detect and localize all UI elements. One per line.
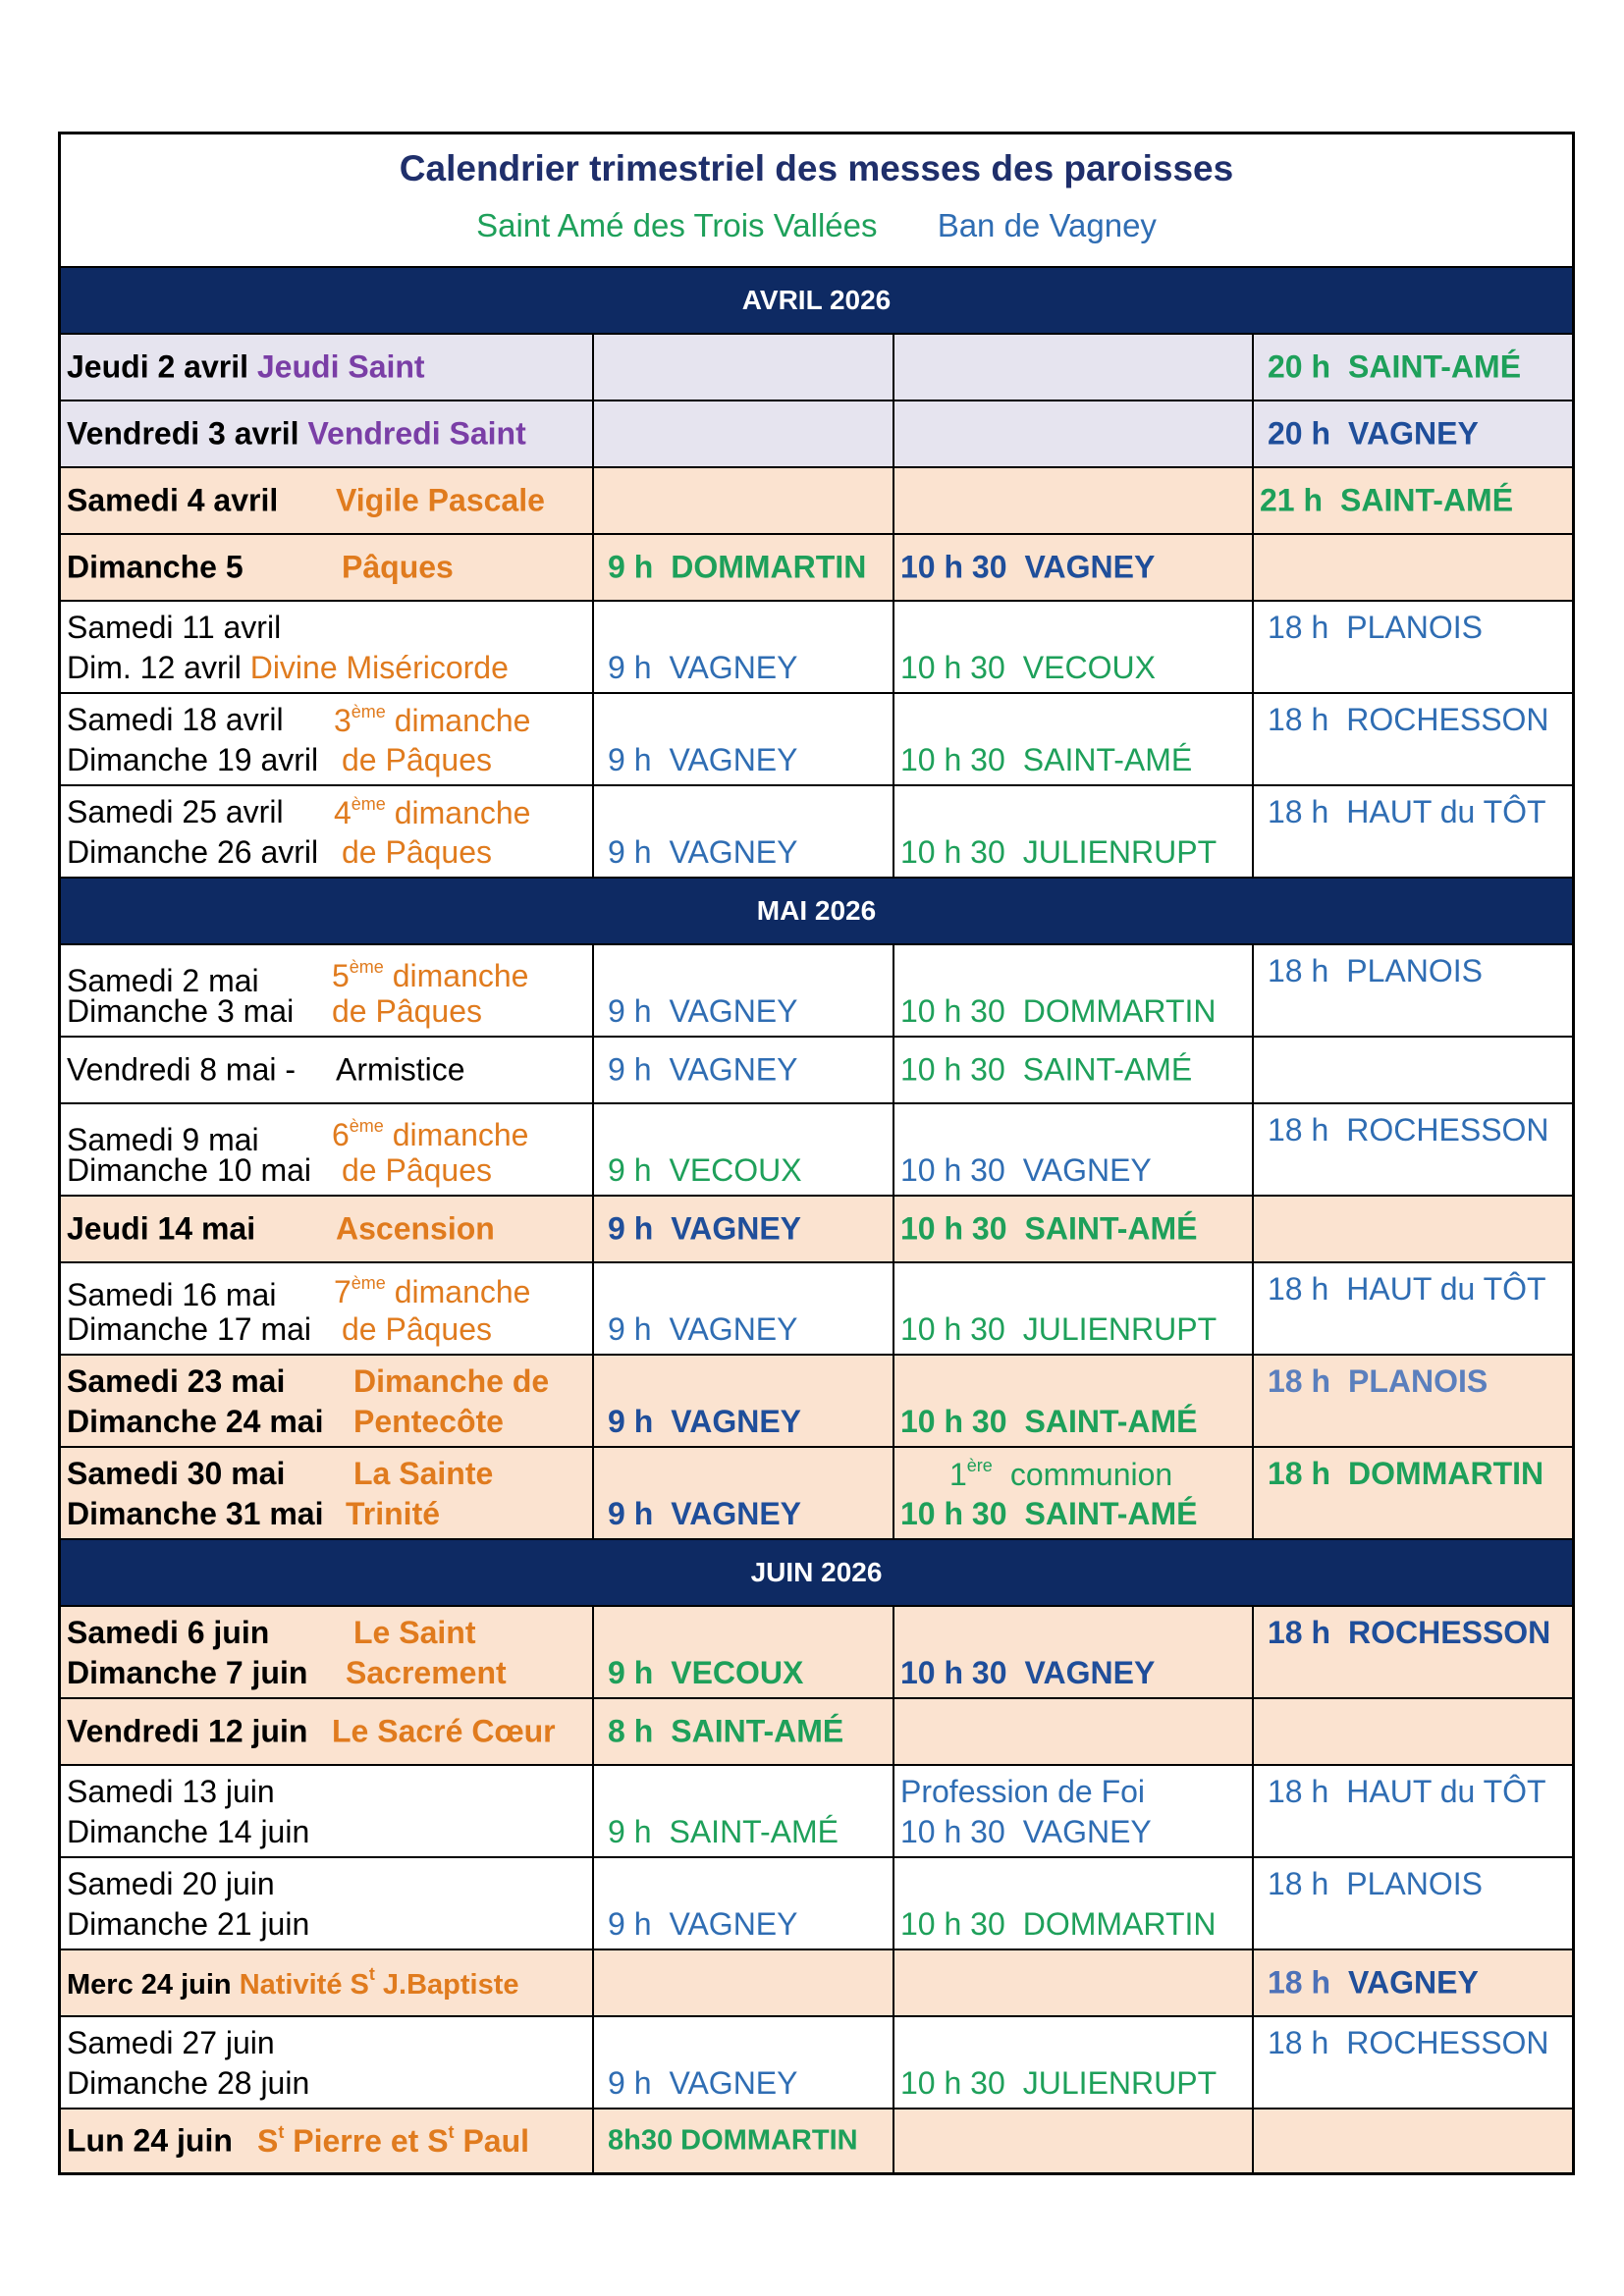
mass-time: 9 h VAGNEY — [608, 1404, 801, 1439]
date-label: Samedi 27 juin — [67, 2025, 275, 2060]
mass-time: 18 h ROCHESSON — [1268, 1112, 1549, 1148]
table-row — [61, 1607, 1572, 1699]
mass-time: 18 h HAUT du TÔT — [1268, 794, 1546, 829]
feast-label: 4ème dimanche — [334, 794, 531, 830]
date-label: Samedi 18 avril — [67, 702, 284, 737]
date-label: Jeudi 14 mai — [67, 1210, 256, 1247]
mass-time: 10 h 30 VAGNEY — [900, 1152, 1152, 1188]
feast-label: Sacrement — [346, 1655, 507, 1690]
date-label: Samedi 2 mai — [67, 963, 259, 998]
mass-time: 20 h VAGNEY — [1268, 415, 1479, 452]
mass-time: 10 h 30 VECOUX — [900, 650, 1156, 685]
mass-time: 18 h PLANOIS — [1268, 610, 1483, 645]
calendar-table — [58, 132, 1575, 2175]
table-row — [61, 2109, 1572, 2172]
mass-time: 9 h VAGNEY — [608, 2065, 798, 2101]
mass-time: 10 h 30 VAGNEY — [900, 1814, 1152, 1849]
mass-time: 10 h 30 VAGNEY — [900, 1655, 1156, 1690]
date-label: Samedi 20 juin — [67, 1866, 275, 1901]
mass-time: 18 h VAGNEY — [1268, 1964, 1479, 2001]
subtitle — [61, 197, 1572, 244]
date-label: Dimanche 19 avril — [67, 742, 319, 777]
table-row — [61, 1448, 1572, 1540]
date-label: Dimanche 31 mai — [67, 1496, 324, 1531]
date-label: Dimanche 28 juin — [67, 2065, 310, 2101]
date-label: Samedi 23 mai — [67, 1363, 286, 1399]
feast-label: 7ème dimanche — [334, 1273, 531, 1309]
date-label: Dimanche 21 juin — [67, 1906, 310, 1942]
date-label: Dimanche 24 mai — [67, 1404, 324, 1439]
date-label: Dimanche 17 mai — [67, 1311, 311, 1347]
table-row — [61, 1766, 1572, 1858]
feast-label: Le Saint — [353, 1615, 476, 1650]
mass-time: 10 h 30 DOMMARTIN — [900, 1906, 1217, 1942]
mass-time: 18 h DOMMARTIN — [1268, 1456, 1544, 1491]
date-label: Samedi 13 juin — [67, 1774, 275, 1809]
feast-label: de Pâques — [342, 1311, 493, 1347]
mass-time: 10 h 30 VAGNEY — [900, 549, 1156, 585]
table-row — [61, 2017, 1572, 2109]
mass-time: 9 h VAGNEY — [608, 1051, 798, 1088]
mass-time: 18 h HAUT du TÔT — [1268, 1774, 1546, 1809]
date-label: Dimanche 14 juin — [67, 1814, 310, 1849]
table-row — [61, 1197, 1572, 1263]
mass-time: 8h30 DOMMARTIN — [608, 2124, 858, 2157]
feast-label: 3ème dimanche — [334, 702, 531, 738]
communion-note: 1ère communion — [949, 1456, 1173, 1492]
table-row — [61, 1950, 1572, 2017]
feast-label: Pâques — [342, 549, 454, 585]
mass-time: 10 h 30 SAINT-AMÉ — [900, 1051, 1193, 1088]
mass-time: 9 h VAGNEY — [608, 1311, 798, 1347]
mass-time: 9 h VAGNEY — [608, 834, 798, 870]
mass-time: 10 h 30 SAINT-AMÉ — [900, 1496, 1198, 1531]
mass-time: 8 h SAINT-AMÉ — [608, 1713, 844, 1749]
mass-time: 9 h VAGNEY — [608, 742, 798, 777]
mass-time: 10 h 30 SAINT-AMÉ — [900, 1210, 1198, 1247]
feast-label: de Pâques — [342, 1152, 493, 1188]
table-row — [61, 401, 1572, 468]
date-label: Vendredi 8 mai - — [67, 1051, 297, 1088]
feast-label: Armistice — [336, 1051, 465, 1088]
date-label: Samedi 9 mai — [67, 1122, 259, 1157]
date-label: Vendredi 12 juin — [67, 1713, 308, 1749]
date-label: Samedi 30 mai — [67, 1456, 286, 1491]
table-row — [61, 945, 1572, 1038]
date-label: Merc 24 juin Nativité $S^t$ J.Baptiste — [67, 1964, 519, 2001]
table-row — [61, 786, 1572, 879]
date-label: Jeudi 2 avril Jeudi Saint — [67, 348, 425, 385]
date-label: Dimanche 3 mai — [67, 993, 295, 1029]
date-label: Samedi 6 juin — [67, 1615, 270, 1650]
parish-saint-ame: Saint Amé des Trois Vallées — [476, 207, 878, 243]
title-block — [61, 134, 1572, 268]
mass-time: 18 h ROCHESSON — [1268, 702, 1549, 737]
mass-time: 9 h DOMMARTIN — [608, 549, 867, 585]
mass-time: 21 h SAINT-AMÉ — [1260, 482, 1514, 518]
table-row — [61, 694, 1572, 786]
mass-time: 10 h 30 JULIENRUPT — [900, 834, 1218, 870]
feast-label: Le Sacré Cœur — [332, 1713, 556, 1749]
page-title: Calendrier trimestriel des messes des paroisses — [399, 148, 1234, 188]
month-header-avril: AVRIL 2026 — [61, 268, 1572, 335]
table-row — [61, 1263, 1572, 1356]
mass-time: 10 h 30 SAINT-AMÉ — [900, 742, 1193, 777]
feast-label: La Sainte — [353, 1456, 494, 1491]
mass-time: 18 h PLANOIS — [1268, 1363, 1489, 1399]
feast-label: 6ème dimanche — [332, 1116, 529, 1152]
mass-time: 10 h 30 DOMMARTIN — [900, 993, 1217, 1029]
date-label: Samedi 11 avril — [67, 610, 282, 645]
month-header-juin: JUIN 2026 — [61, 1540, 1572, 1607]
month-header-mai: MAI 2026 — [61, 879, 1572, 945]
date-label: Dimanche 10 mai — [67, 1152, 311, 1188]
date-label: Lun 24 juin — [67, 2122, 233, 2159]
mass-time: 9 h SAINT-AMÉ — [608, 1814, 839, 1849]
mass-time: 18 h PLANOIS — [1268, 953, 1483, 988]
table-row — [61, 1104, 1572, 1197]
table-row — [61, 335, 1572, 401]
date-label: Dimanche 7 juin — [67, 1655, 308, 1690]
feast-label: Vigile Pascale — [336, 482, 545, 518]
feast-label: de Pâques — [342, 742, 493, 777]
mass-time: 9 h VAGNEY — [608, 993, 798, 1029]
table-row — [61, 1699, 1572, 1766]
date-label: Samedi 4 avril — [67, 482, 279, 518]
parish-ban-de-vagney: Ban de Vagney — [937, 207, 1157, 243]
feast-label: Ascension — [336, 1210, 495, 1247]
table-row — [61, 1356, 1572, 1448]
mass-time: 18 h ROCHESSON — [1268, 1615, 1551, 1650]
feast-label: de Pâques — [342, 834, 493, 870]
table-row — [61, 1038, 1572, 1104]
table-row — [61, 602, 1572, 694]
date-label: Dimanche 5 — [67, 549, 244, 585]
date-label: Samedi 16 mai — [67, 1277, 277, 1312]
mass-time: 10 h 30 SAINT-AMÉ — [900, 1404, 1198, 1439]
mass-time: 18 h HAUT du TÔT — [1268, 1271, 1546, 1307]
mass-time: 9 h VECOUX — [608, 1655, 804, 1690]
feast-label: Dimanche de — [353, 1363, 550, 1399]
mass-time: 9 h VECOUX — [608, 1152, 802, 1188]
feast-label: Trinité — [346, 1496, 441, 1531]
mass-time: 10 h 30 JULIENRUPT — [900, 1311, 1218, 1347]
date-label: Samedi 25 avril — [67, 794, 284, 829]
date-label: Vendredi 3 avril Vendredi Saint — [67, 415, 526, 452]
feast-label: 5ème dimanche — [332, 957, 529, 993]
mass-time: 18 h ROCHESSON — [1268, 2025, 1549, 2060]
table-row — [61, 468, 1572, 535]
feast-label: de Pâques — [332, 993, 483, 1029]
mass-time: 18 h PLANOIS — [1268, 1866, 1483, 1901]
date-label: Dimanche 26 avril — [67, 834, 319, 870]
date-label: Dim. 12 avril Divine Miséricorde — [67, 650, 509, 685]
mass-time: 9 h VAGNEY — [608, 1906, 798, 1942]
table-row — [61, 1858, 1572, 1950]
feast-label: $S^t$ Pierre et $S^t$ Paul — [257, 2122, 530, 2159]
feast-label: Pentecôte — [353, 1404, 504, 1439]
table-row — [61, 535, 1572, 602]
mass-time: 9 h VAGNEY — [608, 1210, 801, 1247]
mass-time: 9 h VAGNEY — [608, 1496, 801, 1531]
profession-note: Profession de Foi — [900, 1774, 1146, 1809]
mass-time: 20 h SAINT-AMÉ — [1268, 348, 1522, 385]
mass-time: 10 h 30 JULIENRUPT — [900, 2065, 1218, 2101]
mass-time: 9 h VAGNEY — [608, 650, 798, 685]
